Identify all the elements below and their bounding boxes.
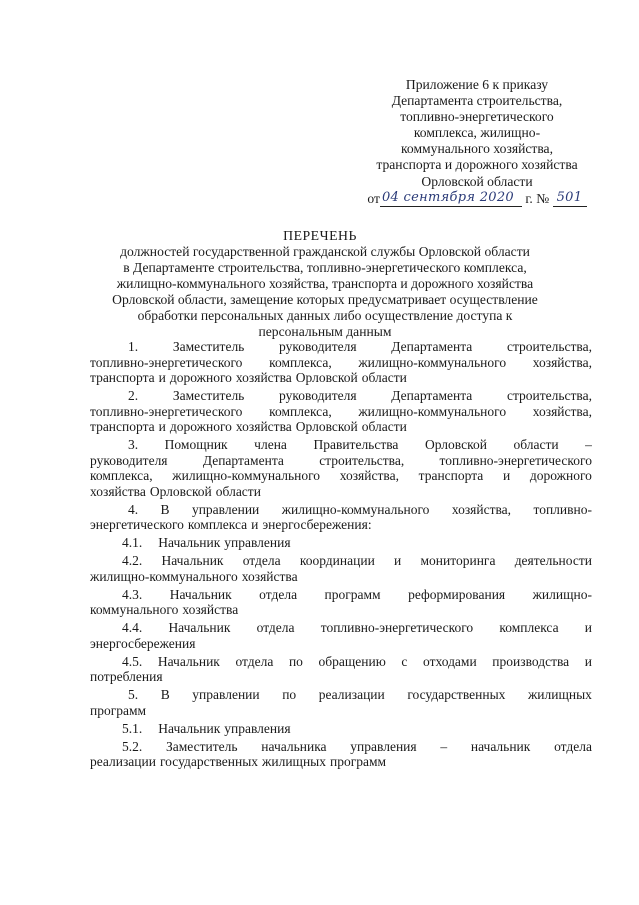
item-number: 5.2. <box>122 738 143 754</box>
list-item-line <box>90 587 592 603</box>
item-word: топливно- <box>533 501 592 517</box>
subtitle-line: Орловской области, замещение которых предусматривает осуществление <box>112 292 538 308</box>
list-item-line <box>90 419 592 435</box>
item-word: жилищных <box>262 754 327 770</box>
item-word: – <box>585 437 592 453</box>
item-word: топливно-энергетического <box>90 354 243 370</box>
positions-list <box>90 339 592 772</box>
list-item-line <box>90 654 592 670</box>
item-word: жилищно-коммунального <box>358 403 507 419</box>
item-word: управления <box>224 535 291 551</box>
order-date-line <box>352 191 602 211</box>
list-item <box>90 437 592 499</box>
list-item-line <box>90 739 592 755</box>
list-item <box>90 721 592 737</box>
item-word: Орловской <box>424 437 487 453</box>
item-word: области <box>513 437 559 453</box>
item-word: программ <box>324 586 381 602</box>
item-word: хозяйства, <box>339 468 399 484</box>
appendix-line: топливно-энергетического <box>400 109 554 125</box>
subtitle-line: в Департаменте строительства, топливно-энергетического комплекса, <box>123 260 527 276</box>
item-number: 2. <box>128 388 139 404</box>
item-word: Орловской <box>295 419 358 435</box>
item-word: Заместитель <box>172 388 245 404</box>
item-word: комплекса <box>187 517 248 533</box>
item-word: энергосбережения: <box>262 517 372 533</box>
list-item-line <box>90 669 592 685</box>
order-number-label: г. № <box>525 190 550 206</box>
item-word: топливно-энергетического <box>439 452 592 468</box>
item-word: транспорта <box>418 468 484 484</box>
document-title: ПЕРЕЧЕНЬ <box>283 228 357 243</box>
item-word: и <box>251 517 259 533</box>
item-word: энергосбережения <box>90 635 196 651</box>
item-word: отходами <box>423 653 477 669</box>
list-item-line <box>90 553 592 569</box>
item-word: хозяйства <box>235 419 292 435</box>
item-word: Начальник <box>161 553 224 569</box>
item-word: Начальник <box>168 620 231 636</box>
item-word: энергетического <box>90 517 184 533</box>
item-word: производства <box>492 653 570 669</box>
appendix-line: Приложение 6 к приказу <box>405 77 549 92</box>
list-item-line <box>90 404 592 420</box>
item-word: области <box>361 419 407 435</box>
appendix-line: коммунального хозяйства, <box>401 141 553 157</box>
list-item <box>90 339 592 386</box>
item-word: управлении <box>191 501 260 517</box>
item-word: хозяйства, <box>532 354 592 370</box>
item-word: программ <box>90 702 147 718</box>
item-word: отдела <box>256 620 295 636</box>
item-word: государственных <box>407 687 506 703</box>
item-word: топливно-энергетического <box>320 620 474 636</box>
number-blank <box>553 189 587 207</box>
item-word: транспорта <box>90 419 155 435</box>
appendix-line: комплекса, жилищно- <box>413 125 541 141</box>
item-word: Департамента <box>391 339 473 354</box>
item-word: комплекса <box>499 620 559 636</box>
item-word: Заместитель <box>166 738 238 754</box>
item-number: 4.5. <box>122 653 143 669</box>
item-word: и <box>584 653 592 669</box>
item-word: хозяйства <box>235 370 292 386</box>
list-item <box>90 388 592 435</box>
list-item-line <box>90 453 592 469</box>
subtitle-line: персональным данным <box>258 324 392 340</box>
item-word: хозяйства <box>182 602 239 618</box>
item-word: дорожного <box>529 468 592 484</box>
item-number: 1. <box>128 339 139 354</box>
subtitle-line: должностей государственной гражданской службы Орловской области <box>120 244 530 259</box>
item-word: Орловской <box>149 483 212 499</box>
subtitle-line: жилищно-коммунального хозяйства, транспорта и дорожного хозяйства <box>116 276 534 292</box>
item-word: области <box>361 370 407 386</box>
list-item-line <box>90 569 592 585</box>
item-word: области <box>215 483 261 499</box>
item-word: хозяйства, <box>451 501 512 517</box>
item-word: Правительства <box>313 437 399 453</box>
list-item-line <box>90 370 592 386</box>
list-item-line <box>90 502 592 518</box>
list-item-line <box>90 355 592 371</box>
from-label: от <box>367 190 380 206</box>
handwritten-date: 04 сентября 2020 <box>381 189 514 205</box>
item-word: и <box>584 620 592 636</box>
item-word: по <box>288 653 303 669</box>
item-word: комплекса, <box>269 354 332 370</box>
item-word: руководителя <box>279 388 357 404</box>
item-word: руководителя <box>279 339 357 354</box>
item-word: – <box>440 738 448 754</box>
item-number: 4.2. <box>122 553 143 569</box>
item-word: Департамента <box>202 452 284 468</box>
list-item-line <box>90 437 592 453</box>
document-subtitle <box>95 244 555 341</box>
item-word: Начальник <box>158 535 221 551</box>
list-item-line <box>90 339 592 355</box>
item-word: реализации <box>90 754 156 770</box>
item-word: дорожного <box>169 370 232 386</box>
item-word: и <box>502 468 511 484</box>
item-word: управления <box>350 738 417 754</box>
list-item <box>90 502 592 533</box>
item-word: Начальник <box>157 653 220 669</box>
item-word: жилищных <box>527 687 592 703</box>
list-item <box>90 553 592 584</box>
item-word: потребления <box>90 669 163 685</box>
item-word: Заместитель <box>172 339 245 354</box>
item-word: топливно-энергетического <box>90 403 243 419</box>
list-item-line <box>90 703 592 719</box>
item-word: хозяйства, <box>532 403 592 419</box>
item-word: и <box>158 419 166 435</box>
appendix-line: транспорта и дорожного хозяйства <box>376 157 578 173</box>
appendix-line: Департамента строительства, <box>391 93 563 109</box>
item-number: 4. <box>128 501 139 517</box>
item-word: В <box>160 501 170 517</box>
item-word: строительства, <box>506 339 592 354</box>
item-word: строительства, <box>506 388 592 404</box>
item-word: отдела <box>259 586 298 602</box>
item-number: 3. <box>128 437 139 453</box>
list-item <box>90 535 592 551</box>
handwritten-number: 501 <box>556 189 583 205</box>
list-item-line <box>90 620 592 636</box>
item-word: реализации <box>318 687 385 703</box>
item-number: 4.3. <box>122 586 143 602</box>
list-item-line <box>90 468 592 484</box>
list-item <box>90 654 592 685</box>
appendix-line: Орловской области <box>421 173 533 189</box>
list-item-line <box>90 602 592 618</box>
item-word: с <box>401 653 408 669</box>
subtitle-line: обработки персональных данных либо осуществление доступа к <box>137 308 513 324</box>
item-word: отдела <box>554 738 592 754</box>
list-item-line <box>90 484 592 500</box>
item-word: Начальник <box>169 586 232 602</box>
item-word: мониторинга <box>420 553 496 569</box>
item-word: хозяйства <box>90 483 146 499</box>
item-word: государственных <box>159 754 259 770</box>
date-blank <box>380 189 522 207</box>
item-word: обращению <box>318 653 386 669</box>
item-word: Департамента <box>391 388 473 404</box>
item-word: Начальник <box>158 720 221 736</box>
item-word: Помощник <box>164 437 228 453</box>
item-word: комплекса, <box>90 468 153 484</box>
item-word: управлении <box>192 687 260 703</box>
item-word: дорожного <box>169 419 232 435</box>
item-number: 5. <box>128 687 139 703</box>
list-item-line <box>90 721 592 737</box>
item-word: комплекса, <box>269 403 332 419</box>
item-word: руководителя <box>90 452 168 468</box>
list-item-line <box>90 535 592 551</box>
list-item <box>90 587 592 618</box>
item-number: 4.4. <box>122 620 143 636</box>
item-word: коммунального <box>90 602 179 618</box>
item-word: деятельности <box>514 553 592 569</box>
list-item-line <box>90 754 592 770</box>
item-word: начальник <box>470 738 531 754</box>
item-word: отдела <box>235 653 274 669</box>
list-item <box>90 620 592 651</box>
item-word: отдела <box>242 553 281 569</box>
item-word: координации <box>299 553 375 569</box>
item-word: строительства, <box>319 452 405 468</box>
item-word: начальника <box>261 738 327 754</box>
list-item-line <box>90 388 592 404</box>
item-word: транспорта <box>90 370 155 386</box>
list-item <box>90 687 592 718</box>
item-word: жилищно-коммунального <box>281 501 430 517</box>
item-number: 5.1. <box>122 720 143 736</box>
item-number: 4.1. <box>122 535 143 551</box>
item-word: жилищно-коммунального <box>172 468 321 484</box>
item-word: хозяйства <box>241 568 298 584</box>
item-word: члена <box>254 437 287 453</box>
item-word: и <box>394 553 402 569</box>
item-word: В <box>160 687 170 703</box>
list-item-line <box>90 687 592 703</box>
item-word: жилищно-коммунального <box>90 568 238 584</box>
item-word: реформирования <box>408 586 506 602</box>
item-word: программ <box>330 754 387 770</box>
item-word: и <box>158 370 166 386</box>
item-word: управления <box>224 720 291 736</box>
item-word: Орловской <box>295 370 358 386</box>
list-item-line <box>90 636 592 652</box>
item-word: жилищно- <box>532 586 592 602</box>
appendix-header <box>352 77 602 211</box>
item-word: по <box>282 687 297 703</box>
list-item-line <box>90 517 592 533</box>
item-word: жилищно-коммунального <box>358 354 507 370</box>
list-item <box>90 739 592 770</box>
